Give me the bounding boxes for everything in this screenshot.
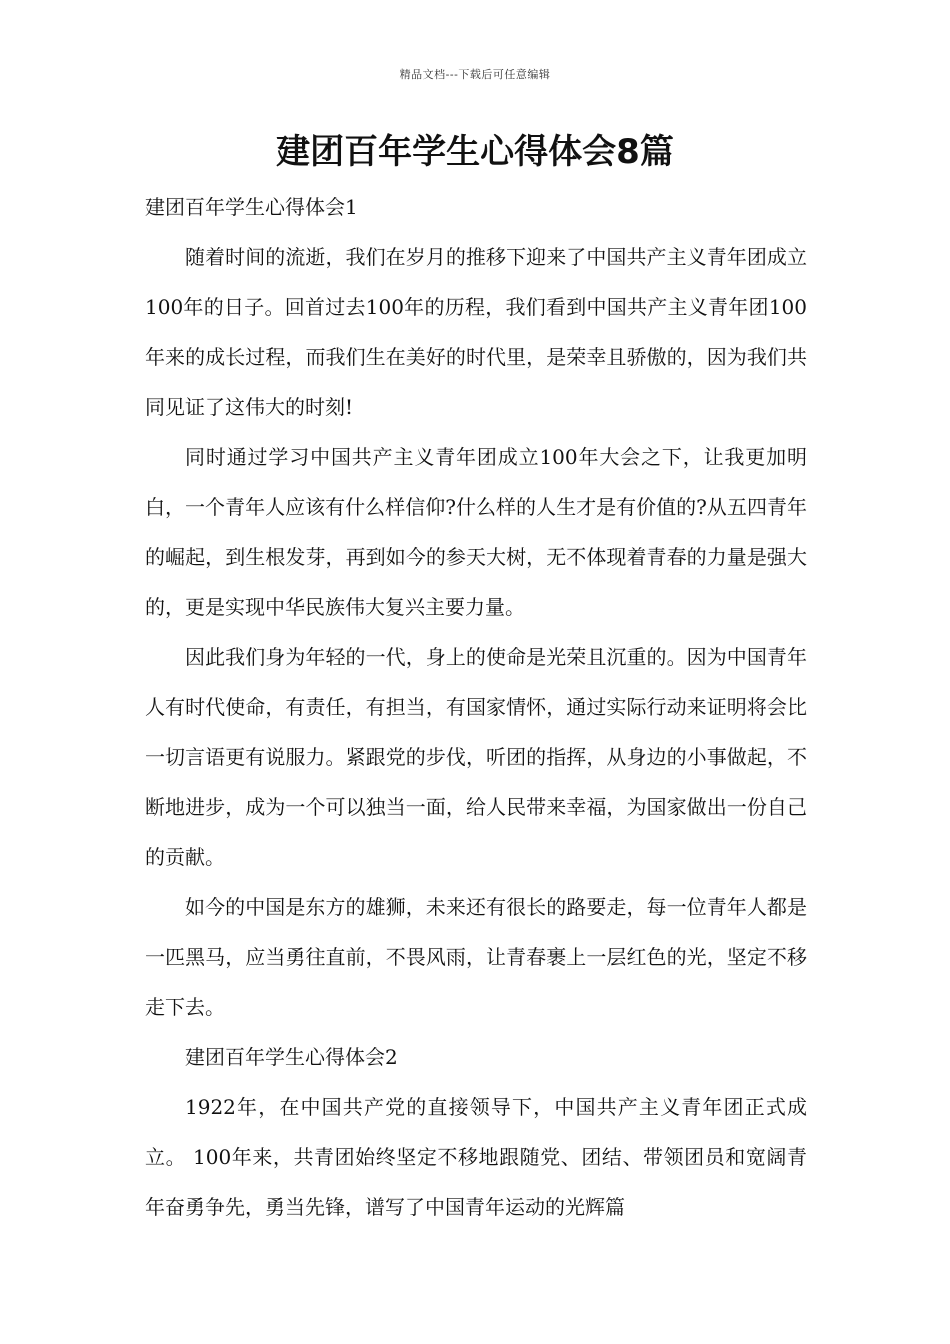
body-paragraph: 如今的中国是东方的雄狮，未来还有很长的路要走，每一位青年人都是一匹黑马，应当勇往直前，不畏风雨，让青春裹上一层红色的光，坚定不移走下去。 [145,895,807,1019]
section-heading: 建团百年学生心得体会1 [145,195,358,219]
body-paragraph: 因此我们身为年轻的一代，身上的使命是光荣且沉重的。因为中国青年人有时代使命，有责任，有担当，有国家情怀，通过实际行动来证明将会比一切言语更有说服力。紧跟党的步伐，听团的指挥，从身边的小事做起，不断地进步，成为一个可以独当一面，给人民带来幸福，为国家做出一份自己的贡献。 [145,645,807,869]
body-paragraph: 随着时间的流逝，我们在岁月的推移下迎来了中国共产主义青年团成立100年的日子。回首过去100年的历程，我们看到中国共产主义青年团100年来的成长过程，而我们生在美好的时代里，是荣幸且骄傲的，因为我们共同见证了这伟大的时刻! [145,245,807,419]
body-paragraph: 同时通过学习中国共产主义青年团成立100年大会之下，让我更加明白，一个青年人应该有什么样信仰?什么样的人生才是有价值的?从五四青年的崛起，到生根发芽，再到如今的参天大树，无不体现着青春的力量是强大的，更是实现中华民族伟大复兴主要力量。 [145,445,807,619]
section-heading: 建团百年学生心得体会2 [185,1045,398,1069]
header-note: 精品文档---下载后可任意编辑 [399,68,551,81]
body-paragraph: 1922年，在中国共产党的直接领导下，中国共产主义青年团正式成立。 100年来，共青团始终坚定不移地跟随党、团结、带领团员和宽阔青年奋勇争先，勇当先锋，谱写了中国青年运动的光辉篇 [145,1095,807,1219]
document-title: 建团百年学生心得体会8篇 [276,132,674,172]
document-body [145,182,807,1232]
